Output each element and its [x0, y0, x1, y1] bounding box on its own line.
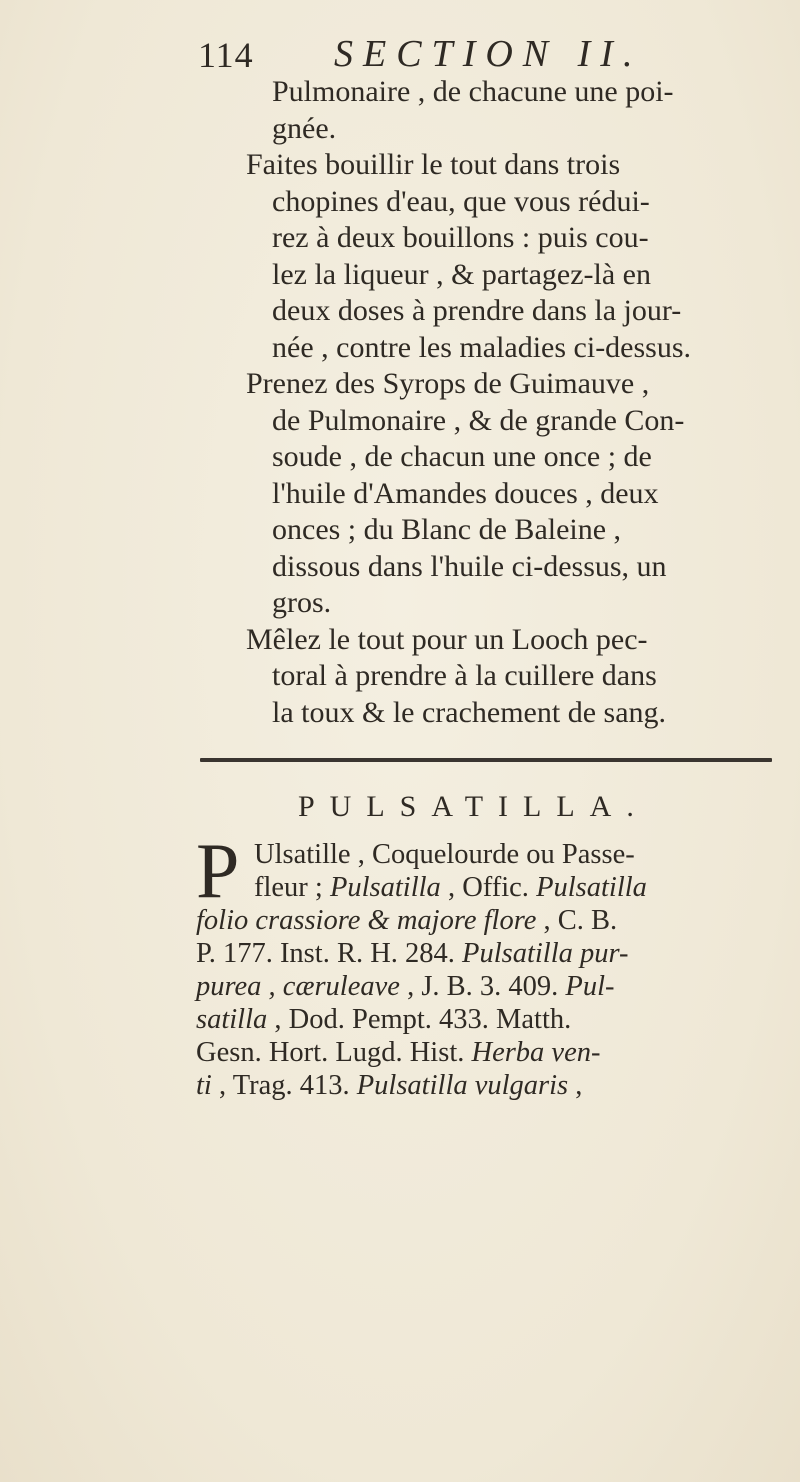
pulsatilla-entry: [196, 827, 776, 1102]
entry-line: satilla , Dod. Pempt. 433. Matth.: [196, 1004, 572, 1035]
text-line: Faites bouillir le tout dans trois: [246, 148, 621, 181]
entry-line: Gesn. Hort. Lugd. Hist. Herba ven-: [196, 1037, 601, 1068]
text-line: l'huile d'Amandes douces , deux: [272, 476, 659, 510]
text-line: Prenez des Syrops de Guimauve ,: [246, 367, 650, 400]
text-line: Pulmonaire , de chacune une poi-: [272, 75, 674, 108]
section-divider-rule: [200, 758, 772, 762]
text-line: rez à deux bouillons : puis cou-: [272, 221, 649, 254]
text-line: onces ; du Blanc de Baleine ,: [272, 513, 622, 546]
text-line: gnée.: [272, 111, 337, 145]
entry-line: purea , cæruleave , J. B. 3. 409. Pul-: [196, 971, 615, 1002]
page-header: [198, 30, 758, 78]
entry-line: fleur ; Pulsatilla , Offic. Pulsatilla: [254, 872, 647, 903]
entry-line: P. 177. Inst. R. H. 284. Pulsatilla pur-: [196, 938, 629, 969]
page-number: 114: [198, 35, 254, 75]
text-line: Mêlez le tout pour un Looch pec-: [246, 622, 648, 656]
text-line: soude , de chacun une once ; de: [272, 440, 652, 473]
text-line: la toux & le crachement de sang.: [272, 695, 667, 729]
section-heading: PULSATILLA.: [298, 790, 649, 823]
entry-line: ti , Trag. 413. Pulsatilla vulgaris ,: [196, 1070, 583, 1101]
running-title: SECTION II.: [334, 33, 643, 75]
text-line: gros.: [272, 586, 332, 619]
text-line: dissous dans l'huile ci-dessus, un: [272, 549, 667, 583]
text-line: chopines d'eau, que vous rédui-: [272, 184, 650, 218]
text-line: lez la liqueur , & partagez-là en: [272, 257, 651, 291]
drop-cap: P: [196, 827, 240, 914]
entry-line: Ulsatille , Coquelourde ou Passe-: [254, 839, 635, 870]
text-line: de Pulmonaire , & de grande Con-: [272, 403, 685, 437]
text-line: toral à prendre à la cuillere dans: [272, 659, 657, 692]
recipe-text: [246, 74, 776, 731]
text-line: deux doses à prendre dans la jour-: [272, 294, 682, 327]
entry-line: folio crassiore & majore flore , C. B.: [196, 905, 618, 936]
text-line: née , contre les maladies ci-dessus.: [272, 330, 692, 364]
